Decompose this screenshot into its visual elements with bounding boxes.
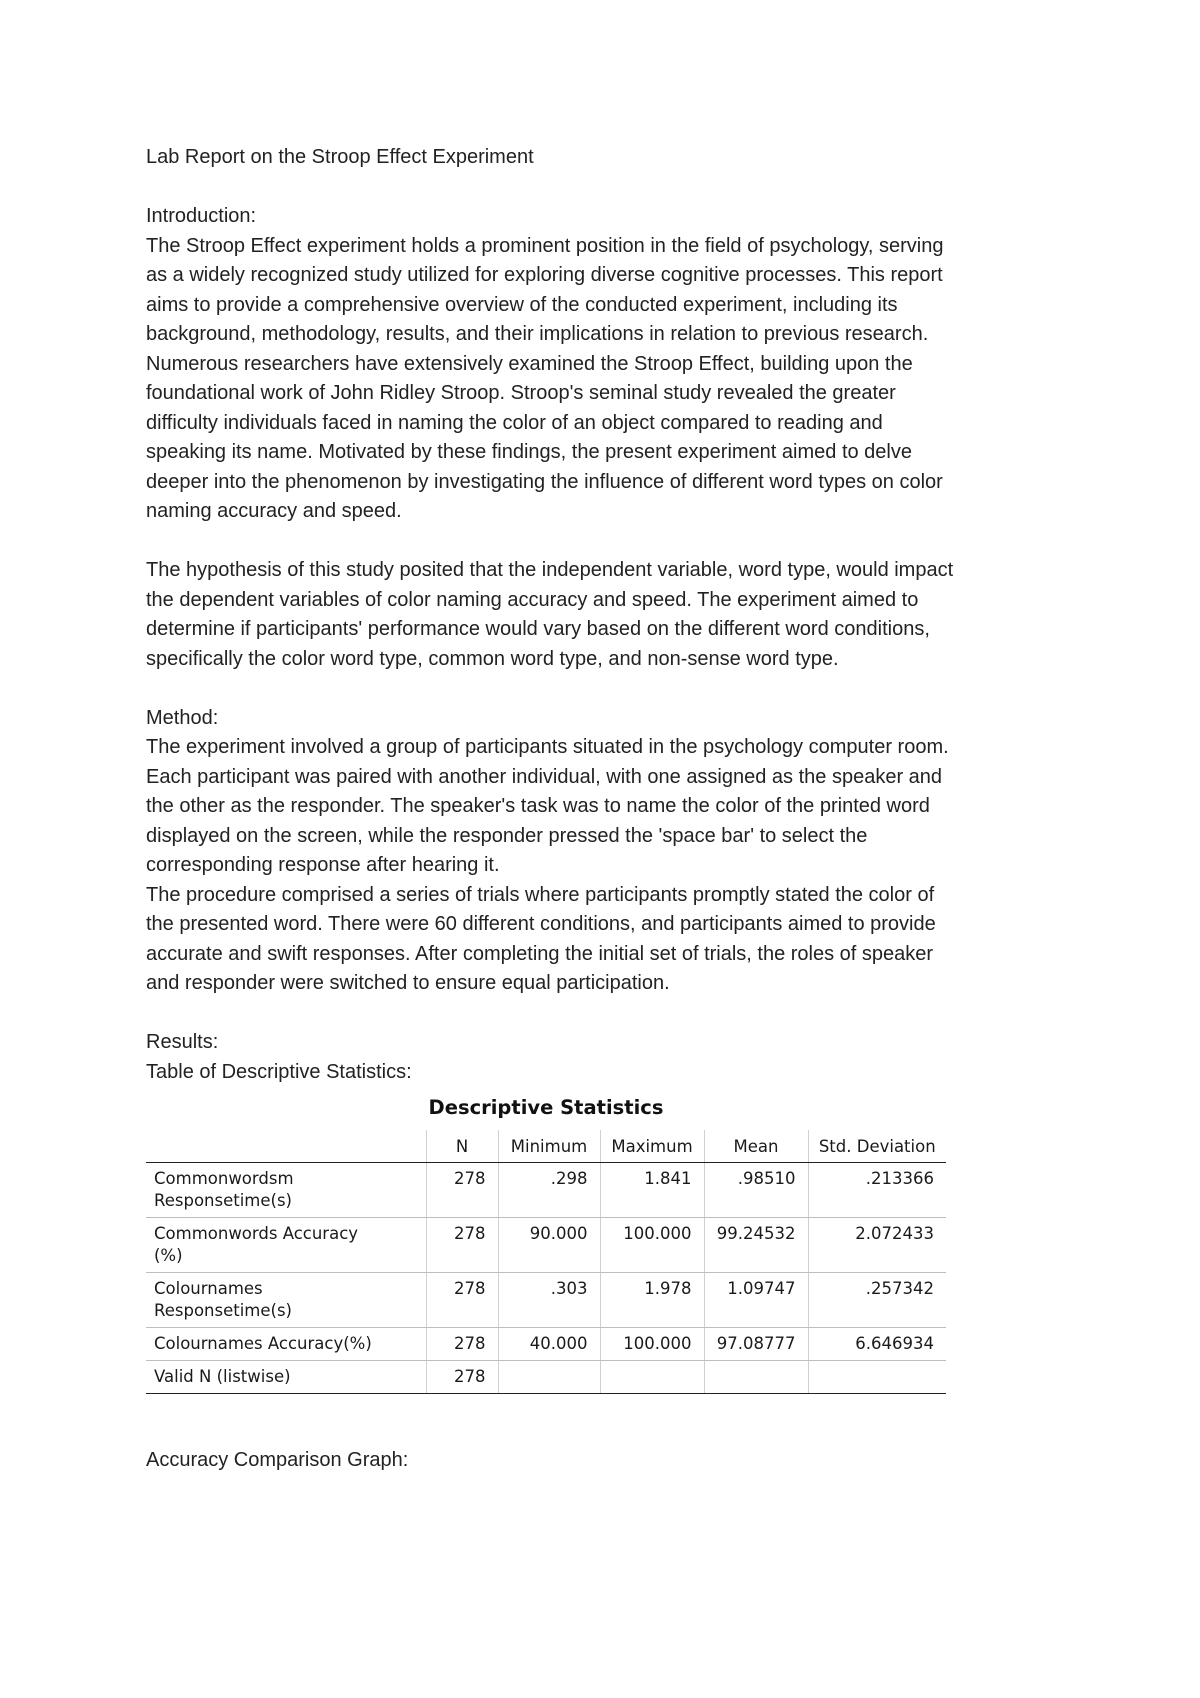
row-label-line: Colournames bbox=[154, 1279, 263, 1298]
row-label bbox=[146, 1328, 426, 1361]
cell-minimum: .298 bbox=[498, 1163, 600, 1218]
column-header: Maximum bbox=[600, 1130, 704, 1163]
paragraph-line: speaking its name. Motivated by these findings, the present experiment aimed to delve bbox=[146, 441, 912, 463]
paragraph-line: naming accuracy and speed. bbox=[146, 500, 402, 522]
row-label bbox=[146, 1218, 426, 1273]
row-label-line: Commonwords Accuracy bbox=[154, 1224, 359, 1243]
paragraph-line: The Stroop Effect experiment holds a prominent position in the field of psychology, serving bbox=[146, 234, 944, 257]
paragraph-line: the presented word. There were 60 different conditions, and participants aimed to provide bbox=[146, 913, 936, 935]
table-row bbox=[146, 1328, 946, 1361]
cell-n: 278 bbox=[426, 1273, 498, 1328]
paragraph-line: determine if participants' performance would vary based on the different word conditions, bbox=[146, 618, 930, 640]
document-title: Lab Report on the Stroop Effect Experiment bbox=[146, 146, 534, 168]
table-title: Descriptive Statistics bbox=[428, 1096, 664, 1119]
table-caption: Table of Descriptive Statistics: bbox=[146, 1060, 412, 1083]
cell-std-deviation: .257342 bbox=[808, 1273, 946, 1328]
cell-maximum: 100.000 bbox=[600, 1328, 704, 1361]
hypothesis-paragraph bbox=[146, 556, 1076, 674]
descriptive-statistics-table bbox=[146, 1130, 946, 1394]
cell-mean: 99.24532 bbox=[704, 1218, 808, 1273]
paragraph-line: corresponding response after hearing it. bbox=[146, 854, 500, 876]
paragraph-line: deeper into the phenomenon by investigating the influence of different word types on color bbox=[146, 470, 943, 493]
introduction-heading: Introduction: bbox=[146, 205, 257, 227]
paragraph-line: foundational work of John Ridley Stroop. Stroop's seminal study revealed the greater bbox=[146, 382, 896, 404]
table-row bbox=[146, 1273, 946, 1328]
paragraph-line: The experiment involved a group of participants situated in the psychology computer room. bbox=[146, 736, 949, 758]
paragraph-line: The hypothesis of this study posited that the independent variable, word type, would impact bbox=[146, 559, 954, 581]
table-corner-cell bbox=[146, 1130, 426, 1163]
introduction-paragraph bbox=[146, 232, 1076, 527]
table-header-row bbox=[146, 1130, 946, 1163]
row-label-line: Commonwordsm bbox=[154, 1169, 294, 1188]
paragraph-line: and responder were switched to ensure equal participation. bbox=[146, 972, 670, 994]
graph-caption: Accuracy Comparison Graph: bbox=[146, 1449, 409, 1471]
table-row bbox=[146, 1361, 946, 1394]
column-header: Std. Deviation bbox=[808, 1130, 946, 1163]
method-paragraph bbox=[146, 733, 1076, 999]
cell-minimum bbox=[498, 1361, 600, 1394]
cell-std-deviation: 6.646934 bbox=[808, 1328, 946, 1361]
column-header: Mean bbox=[704, 1130, 808, 1163]
document-body bbox=[146, 143, 1076, 1087]
paragraph-line: accurate and swift responses. After completing the initial set of trials, the roles of speaker bbox=[146, 942, 934, 965]
paragraph-line: difficulty individuals faced in naming the color of an object compared to reading and bbox=[146, 411, 883, 434]
paragraph-line: as a widely recognized study utilized for exploring diverse cognitive processes. This report bbox=[146, 264, 943, 286]
table-row bbox=[146, 1218, 946, 1273]
paragraph-line: The procedure comprised a series of trials where participants promptly stated the color of bbox=[146, 883, 935, 906]
cell-minimum: 40.000 bbox=[498, 1328, 600, 1361]
row-label bbox=[146, 1163, 426, 1218]
table-row bbox=[146, 1163, 946, 1218]
column-header: Minimum bbox=[498, 1130, 600, 1163]
row-label-line: Colournames Accuracy(%) bbox=[154, 1334, 372, 1353]
cell-maximum: 100.000 bbox=[600, 1218, 704, 1273]
cell-n: 278 bbox=[426, 1218, 498, 1273]
paragraph-line: Each participant was paired with another individual, with one assigned as the speaker and bbox=[146, 765, 943, 788]
cell-n: 278 bbox=[426, 1163, 498, 1218]
method-heading: Method: bbox=[146, 706, 219, 729]
cell-maximum: 1.841 bbox=[600, 1163, 704, 1218]
row-label-line: Valid N (listwise) bbox=[154, 1367, 291, 1386]
paragraph-line: background, methodology, results, and their implications in relation to previous research. bbox=[146, 323, 929, 345]
cell-minimum: 90.000 bbox=[498, 1218, 600, 1273]
paragraph-line: aims to provide a comprehensive overview of the conducted experiment, including its bbox=[146, 293, 898, 316]
cell-maximum bbox=[600, 1361, 704, 1394]
cell-std-deviation bbox=[808, 1361, 946, 1394]
paragraph-line: the dependent variables of color naming accuracy and speed. The experiment aimed to bbox=[146, 588, 919, 611]
paragraph-line: displayed on the screen, while the responder pressed the 'space bar' to select the bbox=[146, 824, 868, 847]
cell-maximum: 1.978 bbox=[600, 1273, 704, 1328]
paragraph-line: specifically the color word type, common word type, and non-sense word type. bbox=[146, 647, 839, 670]
cell-mean: 97.08777 bbox=[704, 1328, 808, 1361]
cell-minimum: .303 bbox=[498, 1273, 600, 1328]
cell-std-deviation: 2.072433 bbox=[808, 1218, 946, 1273]
column-header: N bbox=[426, 1130, 498, 1163]
row-label-line: Responsetime(s) bbox=[154, 1191, 292, 1210]
cell-std-deviation: .213366 bbox=[808, 1163, 946, 1218]
cell-n: 278 bbox=[426, 1328, 498, 1361]
paragraph-line: the other as the responder. The speaker's task was to name the color of the printed word bbox=[146, 795, 930, 817]
row-label-line: (%) bbox=[154, 1246, 183, 1265]
row-label bbox=[146, 1361, 426, 1394]
row-label bbox=[146, 1273, 426, 1328]
results-heading: Results: bbox=[146, 1031, 219, 1053]
cell-mean: .98510 bbox=[704, 1163, 808, 1218]
paragraph-line: Numerous researchers have extensively examined the Stroop Effect, building upon the bbox=[146, 352, 913, 375]
cell-mean: 1.09747 bbox=[704, 1273, 808, 1328]
cell-mean bbox=[704, 1361, 808, 1394]
row-label-line: Responsetime(s) bbox=[154, 1301, 292, 1320]
cell-n: 278 bbox=[426, 1361, 498, 1394]
